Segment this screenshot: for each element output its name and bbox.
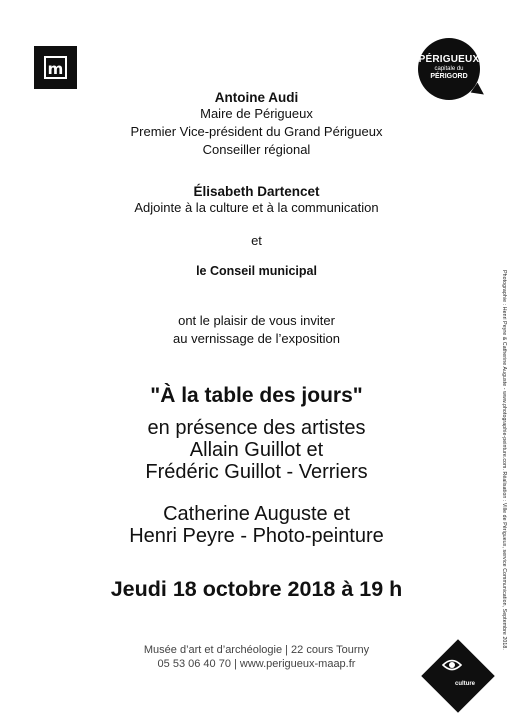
adjoint-name: Élisabeth Dartencet [193, 184, 320, 199]
host-role-2: Premier Vice-président du Grand Périgueux [130, 124, 383, 139]
artist-line-2: Frédéric Guillot - Verriers [145, 461, 368, 483]
badge-line-1: PÉRIGUEUX [418, 54, 480, 65]
credits-vertical: Photographie : Henri Peyre & Catherine Auguste - www.photographie-peinture.com. Réalisation : Ville de Périgueux, service Communication, Septembre 2018. [501, 270, 507, 650]
invite-line-2: au vernissage de l’exposition [173, 331, 340, 346]
culture-label: culture [455, 681, 476, 687]
invite-line-1: ont le plaisir de vous inviter [178, 313, 335, 328]
artists-block-1 [0, 417, 513, 483]
conjunction: et [251, 233, 262, 248]
presence-line: en présence des artistes [147, 417, 366, 439]
exhibition-title: "À la table des jours" [150, 384, 363, 407]
host-role-3: Conseiller régional [202, 142, 311, 157]
footer-address: Musée d’art et d’archéologie | 22 cours Tourny [143, 644, 370, 656]
museum-logo-letter: m [44, 56, 67, 79]
council: le Conseil municipal [196, 264, 317, 278]
invite-block [0, 312, 513, 348]
artist-line-3: Catherine Auguste et [163, 503, 350, 525]
host-role-1: Maire de Périgueux [200, 106, 313, 121]
museum-logo [34, 46, 77, 89]
host-name: Antoine Audi [214, 90, 299, 105]
badge-line-3: PÉRIGORD [430, 73, 468, 80]
adjoint-role: Adjointe à la culture et à la communication [134, 200, 379, 215]
artists-block-2 [0, 503, 513, 547]
artist-line-1: Allain Guillot et [189, 439, 324, 461]
event-date: Jeudi 18 octobre 2018 à 19 h [110, 577, 403, 601]
adjoint-block [0, 184, 513, 217]
host-block [0, 90, 513, 159]
footer-contact: 05 53 06 40 70 | www.perigueux-maap.fr [157, 658, 356, 670]
artist-line-4: Henri Peyre - Photo-peinture [129, 525, 384, 547]
badge-line-2: capitale du [434, 66, 464, 72]
eye-icon [442, 658, 462, 672]
